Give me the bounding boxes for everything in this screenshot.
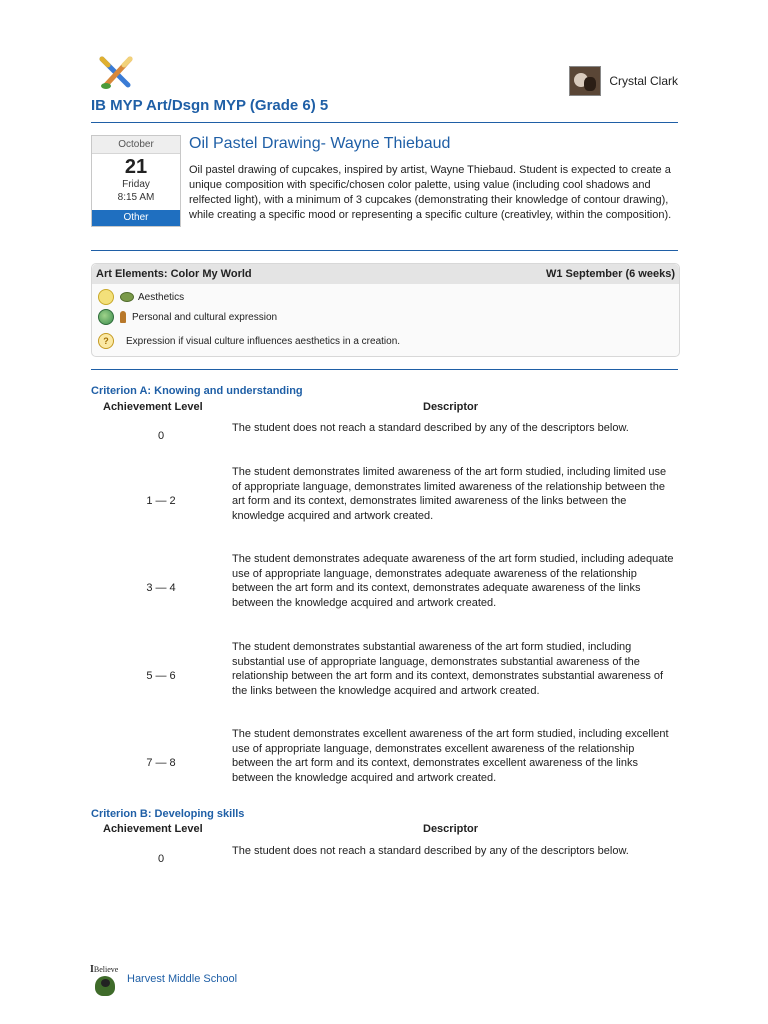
question-bubble-icon: ? xyxy=(98,333,114,349)
global-context-row xyxy=(98,309,277,325)
col-achievement-level: Achievement Level xyxy=(103,823,203,835)
lightbulb-icon xyxy=(98,289,114,305)
level-value: 3 — 4 xyxy=(146,582,176,594)
criterion-a-title: Criterion A: Knowing and understanding xyxy=(91,385,303,397)
logo-text: IBelieve xyxy=(90,964,119,975)
date-weekday: Friday xyxy=(122,179,150,190)
user-profile[interactable] xyxy=(569,66,678,96)
level-value: 0 xyxy=(157,430,165,442)
school-name[interactable]: Harvest Middle School xyxy=(127,973,238,985)
descriptor-text: The student does not reach a standard described by any of the descriptors below. xyxy=(232,845,629,857)
col-achievement-level: Achievement Level xyxy=(103,401,203,413)
col-descriptor: Descriptor xyxy=(423,823,479,835)
descriptor-text: The student does not reach a standard described by any of the descriptors below. xyxy=(232,422,629,434)
level-value: 5 — 6 xyxy=(146,670,176,682)
level-value: 0 xyxy=(157,853,165,865)
inquiry-row xyxy=(98,333,400,349)
bird-mascot-icon xyxy=(95,976,115,996)
pencil-brush-logo-icon xyxy=(96,55,136,91)
course-title[interactable]: IB MYP Art/Dsgn MYP (Grade 6) 5 xyxy=(91,97,329,114)
eye-icon xyxy=(120,292,134,302)
unit-date-range: W1 September (6 weeks) xyxy=(546,268,675,280)
unit-name[interactable]: Art Elements: Color My World xyxy=(96,268,252,280)
event-time: 8:15 AM xyxy=(117,192,155,203)
avatar[interactable] xyxy=(569,66,601,96)
descriptor-text: The student demonstrates limited awareness of the art form studied, including limited use of appropriate language, demonstrates limited awareness of the relationship between the art form and its context, demonstrates limited awareness of the links between the knowledge acquired and artwork created. xyxy=(232,466,667,522)
col-descriptor: Descriptor xyxy=(423,401,479,413)
unit-divider xyxy=(91,369,678,370)
task-description: Oil pastel drawing of cupcakes, inspired by artist, Wayne Thiebaud. Student is expected to create a unique composition with specific/chosen color palette, using value (including cool shadows and relfected light), with a minimum of 3 cupcakes (demonstrating their knowledge of contour drawing), while creating a specific mood or representing a specific culture (creativley, within the composition). xyxy=(189,164,672,221)
event-category-badge: Other xyxy=(92,210,180,226)
figure-icon xyxy=(120,311,126,323)
level-value: 7 — 8 xyxy=(146,757,176,769)
user-name[interactable]: Crystal Clark xyxy=(609,74,678,88)
unit-header xyxy=(92,264,679,284)
event-divider xyxy=(91,250,678,251)
level-value: 1 — 2 xyxy=(146,495,176,507)
descriptor-text: The student demonstrates excellent awareness of the art form studied, including excellent use of appropriate language, demonstrates excellent awareness of the relationship between the art form and its context, demonstrates excellent awareness of the links between the knowledge acquired and artwork created. xyxy=(232,728,669,784)
descriptor-text: The student demonstrates adequate awareness of the art form studied, including adequate use of appropriate language, demonstrates adequate awareness of the relationship between the art form and its context, demonstrates adequate awareness of the links between the knowledge acquired and artwork created. xyxy=(232,553,674,609)
school-logo xyxy=(90,964,120,998)
criterion-b-title: Criterion B: Developing skills xyxy=(91,808,245,820)
descriptor-text: The student demonstrates substantial awareness of the art form studied, including substantial use of appropriate language, demonstrates substantial awareness of the relationship between the art form and its context, demonstrates substantial awareness of the links between the knowledge acquired and artwork created. xyxy=(232,641,664,697)
date-day: 21 xyxy=(124,156,148,178)
date-month: October xyxy=(92,136,180,154)
globe-icon xyxy=(98,309,114,325)
key-concept-label: Aesthetics xyxy=(138,291,185,303)
statement-of-inquiry: Expression if visual culture influences aesthetics in a creation. xyxy=(126,335,401,347)
key-concept-row xyxy=(98,289,184,305)
date-card xyxy=(91,135,181,227)
global-context-label: Personal and cultural expression xyxy=(132,311,278,323)
header-divider xyxy=(91,122,678,123)
unit-panel xyxy=(91,263,680,357)
task-title[interactable]: Oil Pastel Drawing- Wayne Thiebaud xyxy=(189,135,451,152)
